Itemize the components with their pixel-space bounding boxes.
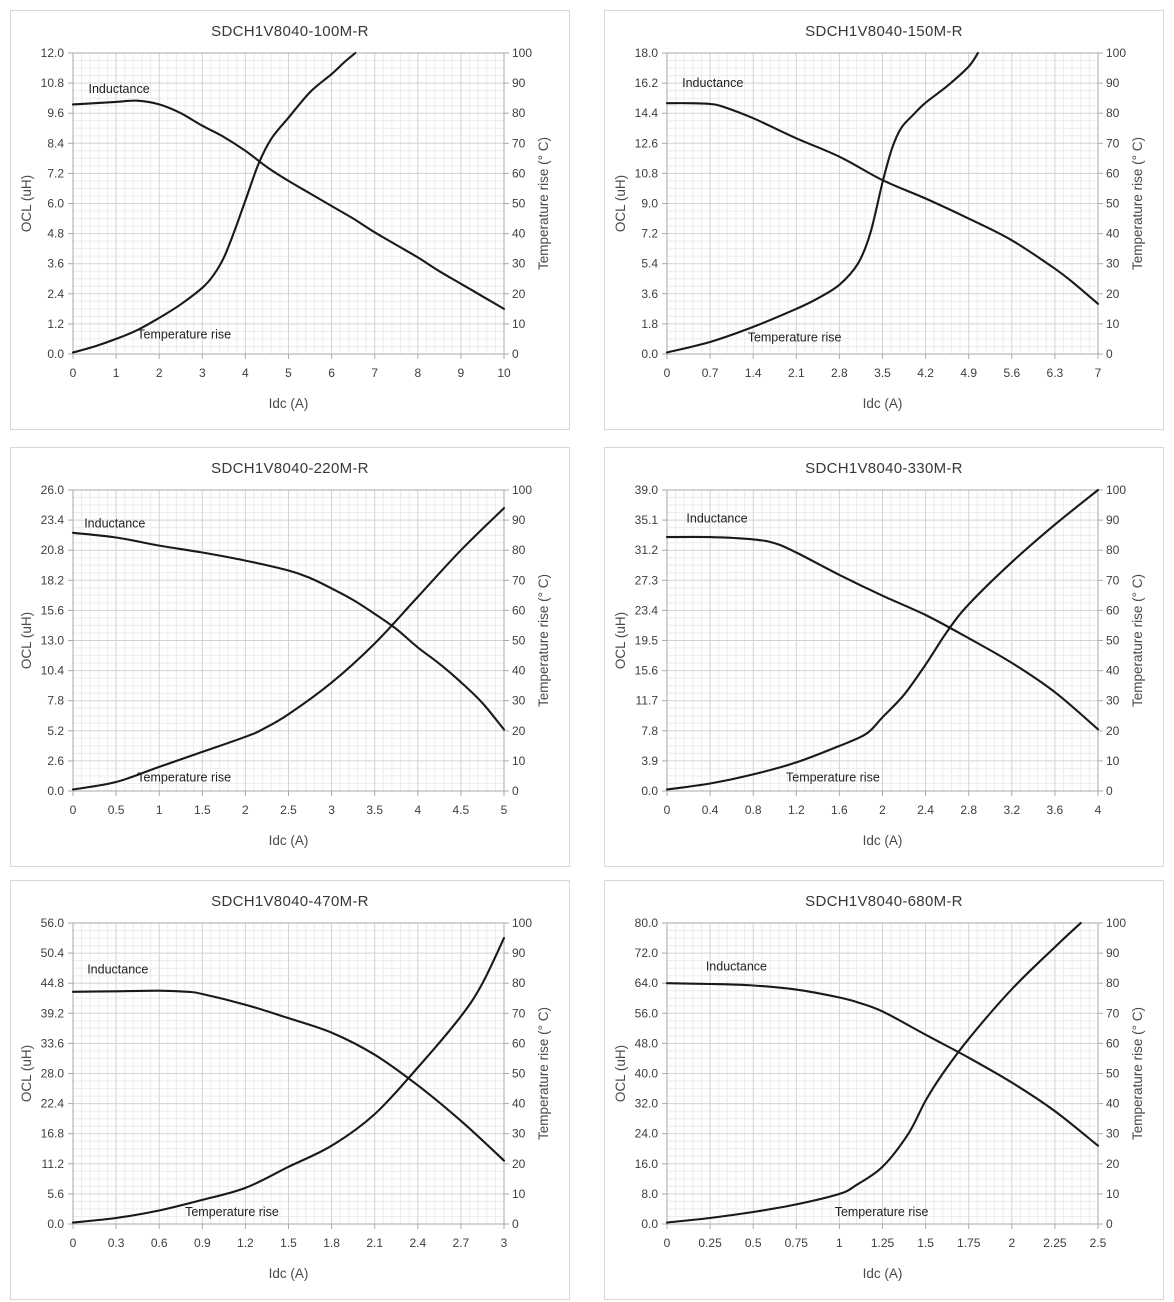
right-tick-label: 20	[512, 1156, 526, 1171]
x-tick-label: 4.2	[917, 366, 934, 380]
series-annotation: Inductance	[705, 959, 767, 974]
chart-panel-220m	[10, 447, 570, 867]
series-annotation: Inductance	[87, 962, 149, 977]
left-tick-label: 32.0	[634, 1096, 658, 1111]
x-tick-label: 2.25	[1043, 1236, 1067, 1250]
right-tick-label: 80	[512, 543, 526, 558]
left-tick-label: 18.2	[40, 573, 64, 588]
chart-title-330m: SDCH1V8040-330M-R	[805, 460, 963, 477]
x-tick-label: 0.8	[744, 803, 762, 817]
right-tick-label: 10	[512, 753, 526, 768]
right-axis-title: Temperature rise (° C)	[1130, 574, 1145, 707]
right-tick-label: 10	[1106, 316, 1120, 331]
left-tick-label: 40.0	[634, 1066, 658, 1081]
x-tick-label: 0.4	[701, 803, 719, 817]
x-tick-label: 2	[1008, 1236, 1016, 1250]
chart-panel-100m	[10, 10, 570, 430]
left-tick-label: 7.2	[641, 226, 658, 241]
right-tick-label: 40	[512, 663, 526, 678]
x-tick-label: 2.8	[831, 366, 848, 380]
left-tick-label: 20.8	[40, 543, 64, 558]
left-tick-label: 1.8	[641, 316, 658, 331]
right-tick-label: 40	[1106, 226, 1120, 241]
x-tick-label: 3.5	[366, 803, 384, 817]
x-tick-label: 0.9	[193, 1236, 211, 1250]
x-tick-label: 6	[328, 366, 335, 380]
left-tick-label: 8.0	[641, 1186, 658, 1201]
left-tick-label: 28.0	[40, 1066, 64, 1081]
right-tick-label: 50	[1106, 633, 1120, 648]
left-tick-label: 12.0	[40, 46, 64, 60]
x-tick-label: 2.1	[366, 1236, 384, 1250]
right-tick-label: 90	[1106, 946, 1120, 961]
left-tick-label: 39.0	[634, 483, 658, 497]
right-tick-label: 100	[1106, 916, 1127, 930]
left-tick-label: 64.0	[634, 976, 658, 991]
chart-title-150m: SDCH1V8040-150M-R	[805, 23, 963, 40]
right-tick-label: 100	[1106, 483, 1127, 497]
right-tick-label: 80	[512, 976, 526, 991]
x-tick-label: 2.1	[787, 366, 805, 380]
x-tick-label: 0	[69, 1236, 77, 1250]
right-tick-label: 80	[1106, 543, 1120, 558]
left-tick-label: 2.6	[47, 753, 64, 768]
x-tick-label: 0.25	[698, 1236, 722, 1250]
x-tick-label: 10	[497, 366, 511, 380]
right-tick-label: 20	[1106, 286, 1120, 301]
left-tick-label: 0.0	[47, 1217, 64, 1231]
chart-canvas-100m	[11, 11, 569, 429]
left-tick-label: 1.2	[47, 316, 64, 331]
series-annotation: Inductance	[682, 76, 744, 91]
left-tick-label: 3.6	[47, 256, 64, 271]
left-tick-label: 56.0	[40, 916, 64, 930]
right-tick-label: 30	[1106, 256, 1120, 271]
right-tick-label: 100	[512, 483, 533, 497]
x-axis-title: Idc (A)	[862, 1266, 903, 1281]
chart-canvas-330m	[605, 448, 1163, 866]
x-tick-label: 2.5	[280, 803, 297, 817]
series-annotation: Temperature rise	[834, 1205, 929, 1219]
left-tick-label: 0.0	[47, 347, 64, 361]
left-tick-label: 35.1	[634, 513, 658, 528]
right-tick-label: 0	[1106, 347, 1113, 361]
left-tick-label: 19.5	[634, 633, 658, 648]
x-tick-label: 1.2	[787, 803, 805, 817]
right-tick-label: 50	[1106, 1066, 1120, 1081]
right-tick-label: 0	[512, 347, 519, 361]
x-tick-label: 2	[155, 366, 163, 380]
series-annotation: Temperature rise	[137, 770, 232, 785]
x-tick-label: 1.6	[831, 803, 848, 817]
right-tick-label: 70	[1106, 1006, 1120, 1021]
right-tick-label: 20	[512, 286, 526, 301]
x-tick-label: 1.8	[323, 1236, 340, 1250]
right-tick-label: 80	[512, 106, 526, 121]
x-tick-label: 5	[285, 366, 292, 380]
x-tick-label: 3	[198, 366, 206, 380]
right-tick-label: 60	[512, 1036, 526, 1051]
right-tick-label: 70	[1106, 136, 1120, 151]
left-tick-label: 0.0	[641, 1217, 658, 1231]
x-tick-label: 0	[663, 1236, 671, 1250]
right-tick-label: 30	[1106, 1126, 1120, 1141]
left-tick-label: 22.4	[40, 1096, 64, 1111]
chart-canvas-680m	[605, 881, 1163, 1299]
left-tick-label: 0.0	[641, 347, 658, 361]
left-tick-label: 6.0	[47, 196, 64, 211]
x-axis-title: Idc (A)	[862, 396, 903, 411]
x-tick-label: 3.2	[1003, 803, 1021, 817]
x-tick-label: 2.8	[960, 803, 978, 817]
right-tick-label: 70	[512, 573, 526, 588]
x-tick-label: 7	[371, 366, 379, 380]
chart-canvas-220m	[11, 448, 569, 866]
right-tick-label: 10	[512, 1186, 526, 1201]
x-tick-label: 2	[879, 803, 886, 817]
x-tick-label: 7	[1094, 366, 1102, 380]
left-tick-label: 27.3	[634, 573, 658, 588]
right-tick-label: 100	[512, 916, 533, 930]
x-tick-label: 2.4	[409, 1236, 427, 1250]
x-tick-label: 4	[242, 366, 249, 380]
left-tick-label: 13.0	[40, 633, 64, 648]
right-tick-label: 30	[512, 693, 526, 708]
left-tick-label: 26.0	[40, 483, 64, 497]
left-tick-label: 50.4	[40, 946, 64, 961]
left-tick-label: 15.6	[634, 663, 658, 678]
x-axis-title: Idc (A)	[268, 833, 309, 848]
right-tick-label: 40	[512, 226, 526, 241]
x-tick-label: 1.5	[280, 1236, 297, 1250]
left-tick-label: 5.4	[641, 256, 658, 271]
x-tick-label: 1	[112, 366, 120, 380]
right-tick-label: 100	[512, 46, 533, 60]
x-axis-title: Idc (A)	[862, 833, 903, 848]
right-tick-label: 0	[512, 784, 519, 798]
left-tick-label: 2.4	[47, 286, 64, 301]
x-tick-label: 3	[328, 803, 335, 817]
right-tick-label: 10	[1106, 1186, 1120, 1201]
right-tick-label: 100	[1106, 46, 1127, 60]
left-tick-label: 7.2	[47, 166, 64, 181]
right-tick-label: 10	[1106, 753, 1120, 768]
x-tick-label: 4	[1094, 803, 1102, 817]
x-tick-label: 4.9	[960, 366, 978, 380]
right-tick-label: 10	[512, 316, 526, 331]
left-axis-title: OCL (uH)	[19, 611, 34, 670]
x-tick-label: 0	[69, 803, 77, 817]
right-tick-label: 40	[512, 1096, 526, 1111]
x-tick-label: 0	[663, 803, 671, 817]
right-tick-label: 20	[1106, 1156, 1120, 1171]
left-tick-label: 15.6	[40, 603, 64, 618]
chart-canvas-150m	[605, 11, 1163, 429]
x-tick-label: 3	[500, 1236, 508, 1250]
right-tick-label: 60	[512, 166, 526, 181]
left-tick-label: 23.4	[40, 513, 64, 528]
right-tick-label: 90	[1106, 513, 1120, 528]
left-tick-label: 44.8	[40, 976, 64, 991]
left-axis-title: OCL (uH)	[613, 611, 628, 670]
x-tick-label: 1.2	[237, 1236, 254, 1250]
left-tick-label: 39.2	[40, 1006, 64, 1021]
right-axis-title: Temperature rise (° C)	[1130, 137, 1145, 270]
x-tick-label: 2.7	[452, 1236, 470, 1250]
right-tick-label: 30	[1106, 693, 1120, 708]
x-tick-label: 6.3	[1046, 366, 1064, 380]
left-tick-label: 9.6	[47, 106, 64, 121]
chart-panel-470m	[10, 880, 570, 1300]
x-tick-label: 2.4	[917, 803, 934, 817]
x-tick-label: 0	[663, 366, 671, 380]
right-tick-label: 50	[512, 196, 526, 211]
x-tick-label: 1.5	[917, 1236, 934, 1250]
x-tick-label: 1.75	[957, 1236, 981, 1250]
left-tick-label: 33.6	[40, 1036, 64, 1051]
x-tick-label: 0.3	[107, 1236, 125, 1250]
left-axis-title: OCL (uH)	[613, 1044, 628, 1103]
x-tick-label: 1.25	[870, 1236, 895, 1250]
left-axis-title: OCL (uH)	[613, 174, 628, 233]
chart-panel-330m	[604, 447, 1164, 867]
chart-canvas-470m	[11, 881, 569, 1299]
series-annotation: Inductance	[88, 82, 150, 97]
right-axis-title: Temperature rise (° C)	[536, 137, 551, 270]
left-tick-label: 0.0	[47, 784, 64, 798]
x-tick-label: 0.5	[107, 803, 125, 817]
chart-title-680m: SDCH1V8040-680M-R	[805, 893, 963, 910]
left-tick-label: 3.9	[641, 753, 658, 768]
left-tick-label: 80.0	[634, 916, 658, 930]
x-tick-label: 1	[155, 803, 163, 817]
x-tick-label: 0	[69, 366, 77, 380]
right-tick-label: 70	[512, 1006, 526, 1021]
right-tick-label: 20	[512, 723, 526, 738]
series-annotation: Temperature rise	[137, 327, 232, 342]
right-tick-label: 20	[1106, 723, 1120, 738]
x-tick-label: 9	[457, 366, 465, 380]
x-tick-label: 4	[414, 803, 422, 817]
left-tick-label: 14.4	[634, 106, 658, 121]
right-tick-label: 60	[512, 603, 526, 618]
chart-panel-150m	[604, 10, 1164, 430]
right-tick-label: 60	[1106, 603, 1120, 618]
left-tick-label: 8.4	[47, 136, 64, 151]
x-tick-label: 1.4	[744, 366, 762, 380]
left-tick-label: 11.2	[41, 1156, 64, 1171]
x-tick-label: 3.5	[874, 366, 891, 380]
right-tick-label: 90	[512, 946, 526, 961]
right-tick-label: 50	[512, 633, 526, 648]
series-annotation: Temperature rise	[747, 330, 842, 345]
chart-title-100m: SDCH1V8040-100M-R	[211, 23, 369, 40]
right-tick-label: 50	[512, 1066, 526, 1081]
chart-title-220m: SDCH1V8040-220M-R	[211, 460, 369, 477]
series-annotation: Inductance	[84, 516, 146, 531]
chart-panel-680m	[604, 880, 1164, 1300]
left-tick-label: 9.0	[641, 196, 658, 211]
right-tick-label: 50	[1106, 196, 1120, 211]
left-tick-label: 4.8	[47, 226, 64, 241]
x-tick-label: 0.6	[150, 1236, 168, 1250]
right-tick-label: 30	[512, 1126, 526, 1141]
left-tick-label: 11.7	[635, 693, 658, 708]
right-axis-title: Temperature rise (° C)	[536, 1007, 551, 1140]
right-tick-label: 90	[1106, 76, 1120, 91]
left-tick-label: 16.8	[40, 1126, 64, 1141]
right-tick-label: 0	[1106, 784, 1113, 798]
left-axis-title: OCL (uH)	[19, 1044, 34, 1103]
x-tick-label: 5	[500, 803, 508, 817]
left-tick-label: 48.0	[634, 1036, 658, 1051]
left-axis-title: OCL (uH)	[19, 174, 34, 233]
x-tick-label: 5.6	[1003, 366, 1021, 380]
left-tick-label: 56.0	[634, 1006, 658, 1021]
left-tick-label: 23.4	[634, 603, 658, 618]
left-tick-label: 31.2	[634, 543, 658, 558]
left-tick-label: 72.0	[634, 946, 658, 961]
x-tick-label: 1.5	[193, 803, 211, 817]
x-tick-label: 0.7	[701, 366, 719, 380]
series-annotation: Temperature rise	[786, 770, 880, 785]
right-tick-label: 0	[1106, 1217, 1113, 1231]
x-tick-label: 0.75	[784, 1236, 808, 1250]
right-tick-label: 60	[1106, 1036, 1120, 1051]
left-tick-label: 3.6	[641, 286, 658, 301]
right-axis-title: Temperature rise (° C)	[1130, 1007, 1145, 1140]
left-tick-label: 7.8	[641, 723, 658, 738]
right-tick-label: 40	[1106, 1096, 1120, 1111]
x-tick-label: 2.5	[1089, 1236, 1107, 1250]
left-tick-label: 16.2	[634, 76, 658, 91]
right-tick-label: 30	[512, 256, 526, 271]
right-axis-title: Temperature rise (° C)	[536, 574, 551, 707]
series-annotation: Temperature rise	[185, 1205, 279, 1219]
x-axis-title: Idc (A)	[268, 1266, 309, 1281]
left-tick-label: 24.0	[634, 1126, 658, 1141]
left-tick-label: 16.0	[634, 1156, 658, 1171]
chart-title-470m: SDCH1V8040-470M-R	[211, 893, 369, 910]
right-tick-label: 0	[512, 1217, 519, 1231]
right-tick-label: 90	[512, 513, 526, 528]
right-tick-label: 60	[1106, 166, 1120, 181]
x-tick-label: 3.6	[1046, 803, 1064, 817]
left-tick-label: 5.6	[47, 1186, 64, 1201]
x-tick-label: 2	[242, 803, 249, 817]
x-tick-label: 8	[414, 366, 422, 380]
left-tick-label: 7.8	[47, 693, 64, 708]
left-tick-label: 0.0	[641, 784, 658, 798]
right-tick-label: 80	[1106, 976, 1120, 991]
left-tick-label: 18.0	[634, 46, 658, 60]
x-tick-label: 1	[836, 1236, 843, 1250]
right-tick-label: 90	[512, 76, 526, 91]
right-tick-label: 80	[1106, 106, 1120, 121]
left-tick-label: 10.8	[40, 76, 64, 91]
series-annotation: Inductance	[686, 511, 748, 526]
left-tick-label: 10.4	[40, 663, 64, 678]
left-tick-label: 12.6	[634, 136, 658, 151]
x-tick-label: 0.5	[744, 1236, 762, 1250]
right-tick-label: 40	[1106, 663, 1120, 678]
x-axis-title: Idc (A)	[268, 396, 309, 411]
left-tick-label: 5.2	[47, 723, 64, 738]
right-tick-label: 70	[1106, 573, 1120, 588]
x-tick-label: 4.5	[452, 803, 470, 817]
right-tick-label: 70	[512, 136, 526, 151]
left-tick-label: 10.8	[634, 166, 658, 181]
